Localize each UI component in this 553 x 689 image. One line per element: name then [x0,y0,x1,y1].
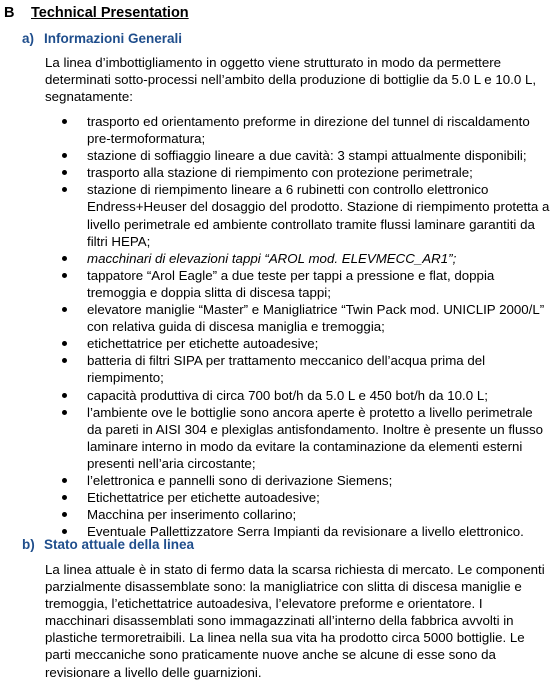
subsection-b-letter: b) [22,537,35,552]
list-item: trasporto ed orientamento preforme in direzione del tunnel di riscaldamento pre-termoformatura; [45,113,550,147]
bullet-icon [62,119,67,124]
bullet-icon [62,512,67,517]
status-paragraph: La linea attuale è in stato di fermo data la scarsa richiesta di mercato. Le componenti parzialmente disassemblate sono: la manigliatrice con slitta di discesa maniglie e tremoggia, l’etichettatrice autoadesiva, l’elevatore preforme e orientatore. I macchinari disassemblati sono immagazzinati all’interno della fabbrica avvolti in plastiche termoretraibili. La linea nella sua vita ha prodotto circa 5000 bottiglie. Le parti meccaniche sono praticamente nuove anche se alcune di esse sono da revisionare a livello delle guarnizioni. [45,562,545,680]
list-item: etichettatrice per etichette autoadesive; [45,335,550,352]
list-item: Eventuale Pallettizzatore Serra Impianti da revisionare a livello elettronico. [45,523,550,540]
intro-paragraph: La linea d’imbottigliamento in oggetto viene strutturato in modo da permettere determinati sotto-processi nell’ambito della produzione di bottiglie da 5.0 L e 10.0 L, segnatamente: [45,55,537,105]
bullet-icon [62,529,67,534]
subsection-a-heading [22,30,182,47]
bullet-icon [62,153,67,158]
bullet-icon [62,273,67,278]
bullet-icon [62,410,67,415]
section-title: Technical Presentation [31,5,189,21]
list-item: l’ambiente ove le bottiglie sono ancora aperte è protetto a livello perimetrale da pareti in AISI 304 e plexiglas antisfondamento. Inoltre è presente un flusso laminare interno in modo da evitare la contaminazione da elementi esterni presenti nell’aria circostante; [45,404,550,472]
subsection-a-title: Informazioni Generali [44,31,183,46]
bullet-icon [62,478,67,483]
list-item: Macchina per inserimento collarino; [45,506,550,523]
bullet-icon [62,256,67,261]
bullet-icon [62,341,67,346]
section-heading [4,4,189,22]
section-letter: B [4,5,15,21]
subsection-b-heading [22,536,194,553]
list-item: capacità produttiva di circa 700 bot/h da 5.0 L e 450 bot/h da 10.0 L; [45,387,550,404]
bullet-icon [62,170,67,175]
list-item: stazione di soffiaggio lineare a due cavità: 3 stampi attualmente disponibili; [45,147,550,164]
subsection-a-letter: a) [22,31,35,46]
bullet-icon [62,393,67,398]
list-item: l’elettronica e pannelli sono di derivazione Siemens; [45,472,550,489]
list-item: macchinari di elevazioni tappi “AROL mod. ELEVMECC_AR1”; [45,250,550,267]
equipment-list [45,113,550,540]
bullet-icon [62,187,67,192]
bullet-icon [62,358,67,363]
list-item: batteria di filtri SIPA per trattamento meccanico dell’acqua prima del riempimento; [45,352,550,386]
bullet-icon [62,307,67,312]
bullet-icon [62,495,67,500]
list-item: elevatore maniglie “Master” e Manigliatrice “Twin Pack mod. UNICLIP 2000/L” con relativa guida di discesa maniglia e tremoggia; [45,301,550,335]
list-item: Etichettatrice per etichette autoadesive; [45,489,550,506]
list-item: stazione di riempimento lineare a 6 rubinetti con controllo elettronico Endress+Heuser del dosaggio del prodotto. Stazione di riempimento protetta a livello perimetrale ed ambiente controllato tramite flussi laminare garantiti da filtri HEPA; [45,181,550,249]
subsection-b-title: Stato attuale della linea [44,537,195,552]
list-item: trasporto alla stazione di riempimento con protezione perimetrale; [45,164,550,181]
list-item: tappatore “Arol Eagle” a due teste per tappi a pressione e flat, doppia tremoggia e doppia slitta di discesa tappi; [45,267,550,301]
